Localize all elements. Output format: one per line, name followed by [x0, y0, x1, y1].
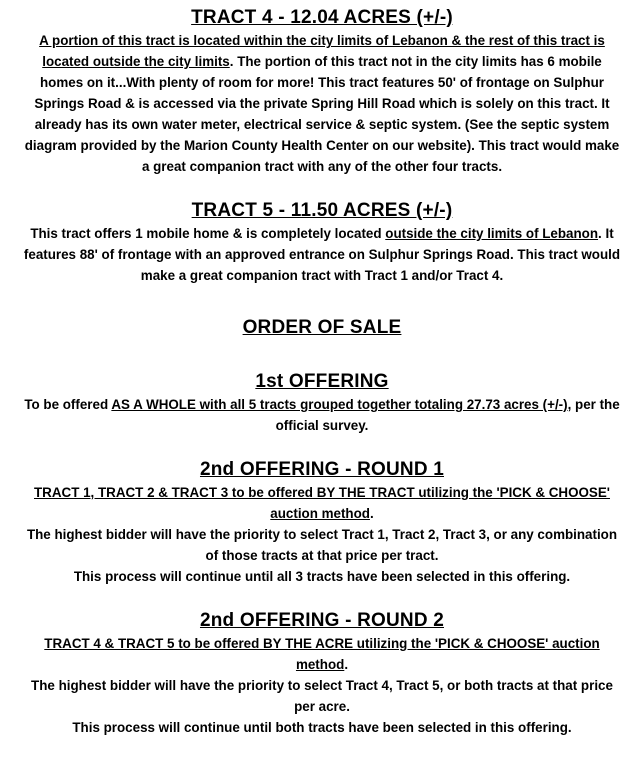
tract4-city-limits-note: A portion of this tract is located within the city limits of Lebanon & the rest of this tract is located outside the city limits — [39, 33, 605, 69]
offering2-round2-method-text: TRACT 4 & TRACT 5 to be offered BY THE ACRE utilizing the 'PICK & CHOOSE' auction method — [44, 636, 600, 672]
offering1-survey-note: , per the official survey. — [275, 397, 620, 433]
offering1-lead: To be offered — [24, 397, 112, 412]
offering2-round2-process: This process will continue until both tracts have been selected in this offering. — [72, 720, 572, 735]
offering2-round2-period: . — [344, 657, 349, 672]
offering1-whole-note: AS A WHOLE with all 5 tracts grouped together totaling 27.73 acres (+/-) — [111, 397, 568, 412]
offering2-round1-method — [20, 482, 624, 524]
offering2-round1-period: . — [369, 506, 374, 521]
tract4-description — [20, 30, 624, 177]
offering2-round1-method-text: TRACT 1, TRACT 2 & TRACT 3 to be offered BY THE TRACT utilizing the 'PICK & CHOOSE' auction method — [34, 485, 610, 521]
offering2-round2-method — [20, 633, 624, 675]
offering2-round1-process: This process will continue until all 3 tracts have been selected in this offering. — [73, 569, 571, 584]
tract4-heading: TRACT 4 - 12.04 ACRES (+/-) — [191, 7, 453, 28]
offering1-heading: 1st OFFERING — [255, 371, 389, 392]
offering2-round1-heading: 2nd OFFERING - ROUND 1 — [199, 459, 444, 480]
offering2-round2-priority: The highest bidder will have the priority to select Tract 4, Tract 5, or both tracts at that price per acre. — [31, 678, 613, 714]
tract5-description-lead: This tract offers 1 mobile home & is completely located — [30, 226, 386, 241]
tract5-city-limits-note: outside the city limits of Lebanon — [385, 226, 599, 241]
order-of-sale-heading: ORDER OF SALE — [242, 317, 402, 338]
offering2-round2-heading: 2nd OFFERING - ROUND 2 — [199, 610, 444, 631]
tract5-description — [20, 223, 624, 286]
tract5-heading: TRACT 5 - 11.50 ACRES (+/-) — [191, 200, 453, 221]
tract4-description-text: . The portion of this tract not in the city limits has 6 mobile homes on it...With plenty of room for more! This tract features 50' of frontage on Sulphur Springs Road & is accessed via the private Spring Hill Road which is solely on this tract. It already has its own water meter, electrical service & septic system. (See the septic system diagram provided by the Marion County Health Center on our website). This tract would make a great companion tract with any of the other four tracts. — [24, 54, 620, 174]
offering2-round1-priority: The highest bidder will have the priority to select Tract 1, Tract 2, Tract 3, or any combination of those tracts at that price per tract. — [26, 527, 618, 563]
offering1-description — [20, 394, 624, 436]
tract5-description-text: . It features 88' of frontage with an approved entrance on Sulphur Springs Road. This tract would make a great companion tract with Tract 1 and/or Tract 4. — [23, 226, 621, 283]
